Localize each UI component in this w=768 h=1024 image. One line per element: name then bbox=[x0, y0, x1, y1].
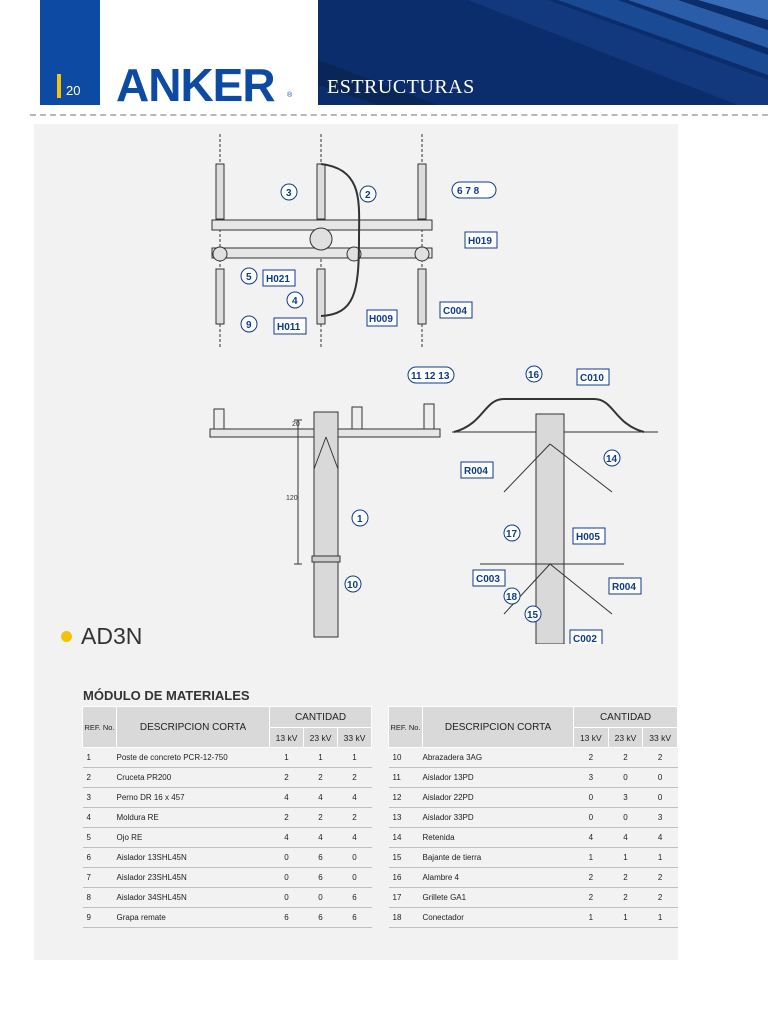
label-4: 4 bbox=[292, 296, 298, 307]
cell-desc: Abrazadera 3AG bbox=[423, 748, 574, 768]
label-2: 2 bbox=[365, 190, 371, 201]
model-name: AD3N bbox=[81, 623, 143, 649]
label-14: 14 bbox=[606, 454, 618, 465]
cell-ref: 7 bbox=[83, 868, 117, 888]
cell-13kv: 2 bbox=[574, 888, 609, 908]
table-row bbox=[389, 888, 678, 908]
cell-13kv: 4 bbox=[270, 828, 304, 848]
dim-20: 20 bbox=[292, 421, 300, 428]
page-number: 20 bbox=[66, 83, 81, 98]
cell-33kv: 2 bbox=[338, 768, 372, 788]
cell-13kv: 0 bbox=[270, 868, 304, 888]
cell-23kv: 0 bbox=[608, 808, 643, 828]
cell-33kv: 4 bbox=[338, 788, 372, 808]
table-row bbox=[83, 748, 372, 768]
cell-23kv: 6 bbox=[304, 848, 338, 868]
col-desc: DESCRIPCION CORTA bbox=[117, 707, 270, 748]
materials-table-left bbox=[82, 706, 372, 928]
brand-logo: ANKER bbox=[116, 59, 275, 111]
cell-desc: Grillete GA1 bbox=[423, 888, 574, 908]
cell-ref: 10 bbox=[389, 748, 423, 768]
table-row bbox=[389, 748, 678, 768]
col-ref: REF. No. bbox=[83, 707, 117, 748]
cell-23kv: 6 bbox=[304, 908, 338, 928]
cell-13kv: 4 bbox=[574, 828, 609, 848]
cell-desc: Alambre 4 bbox=[423, 868, 574, 888]
cell-ref: 14 bbox=[389, 828, 423, 848]
label-5: 5 bbox=[246, 272, 252, 283]
cell-desc: Aislador 22PD bbox=[423, 788, 574, 808]
col-23kv: 23 kV bbox=[608, 728, 643, 748]
cell-23kv: 2 bbox=[304, 768, 338, 788]
cell-desc: Moldura RE bbox=[117, 808, 270, 828]
table-row bbox=[83, 888, 372, 908]
cell-13kv: 1 bbox=[270, 748, 304, 768]
cell-ref: 8 bbox=[83, 888, 117, 908]
cell-ref: 16 bbox=[389, 868, 423, 888]
cell-13kv: 2 bbox=[574, 868, 609, 888]
col-qty: CANTIDAD bbox=[574, 707, 678, 728]
cell-desc: Aislador 13PD bbox=[423, 768, 574, 788]
col-qty: CANTIDAD bbox=[270, 707, 372, 728]
cell-desc: Cruceta PR200 bbox=[117, 768, 270, 788]
cell-ref: 6 bbox=[83, 848, 117, 868]
label-6-7-8: 6 7 8 bbox=[457, 186, 480, 197]
cell-13kv: 0 bbox=[270, 888, 304, 908]
col-33kv: 33 kV bbox=[338, 728, 372, 748]
label-18: 18 bbox=[506, 592, 518, 603]
side-view bbox=[452, 399, 658, 644]
cell-ref: 4 bbox=[83, 808, 117, 828]
cell-ref: 11 bbox=[389, 768, 423, 788]
cell-desc: Ojo RE bbox=[117, 828, 270, 848]
cell-13kv: 1 bbox=[574, 908, 609, 928]
cell-ref: 9 bbox=[83, 908, 117, 928]
cell-13kv: 0 bbox=[270, 848, 304, 868]
cell-33kv: 0 bbox=[643, 768, 678, 788]
label-h021: H021 bbox=[266, 274, 290, 285]
cell-13kv: 2 bbox=[270, 768, 304, 788]
table-row bbox=[389, 848, 678, 868]
section-title: ESTRUCTURAS bbox=[327, 76, 475, 98]
label-c010: C010 bbox=[580, 373, 604, 384]
cell-33kv: 2 bbox=[643, 868, 678, 888]
label-1: 1 bbox=[357, 514, 363, 525]
cell-ref: 1 bbox=[83, 748, 117, 768]
label-r004-lower: R004 bbox=[612, 582, 636, 593]
cell-23kv: 0 bbox=[608, 768, 643, 788]
cell-desc: Retenida bbox=[423, 828, 574, 848]
cell-33kv: 6 bbox=[338, 908, 372, 928]
cell-13kv: 2 bbox=[270, 808, 304, 828]
cell-23kv: 4 bbox=[608, 828, 643, 848]
cell-desc: Perno DR 16 x 457 bbox=[117, 788, 270, 808]
cell-desc: Aislador 13SHL45N bbox=[117, 848, 270, 868]
cell-23kv: 2 bbox=[608, 888, 643, 908]
label-9: 9 bbox=[246, 320, 252, 331]
cell-23kv: 0 bbox=[304, 888, 338, 908]
cell-ref: 5 bbox=[83, 828, 117, 848]
label-h011: H011 bbox=[277, 322, 301, 333]
page-header bbox=[0, 0, 768, 111]
cell-23kv: 2 bbox=[304, 808, 338, 828]
label-17: 17 bbox=[506, 529, 518, 540]
cell-ref: 15 bbox=[389, 848, 423, 868]
cell-desc: Aislador 33PD bbox=[423, 808, 574, 828]
label-c002: C002 bbox=[573, 634, 597, 644]
cell-desc: Aislador 23SHL45N bbox=[117, 868, 270, 888]
cell-33kv: 3 bbox=[643, 808, 678, 828]
cell-33kv: 0 bbox=[338, 868, 372, 888]
cell-ref: 12 bbox=[389, 788, 423, 808]
page-number-accent bbox=[57, 74, 61, 98]
cell-ref: 17 bbox=[389, 888, 423, 908]
cell-13kv: 1 bbox=[574, 848, 609, 868]
label-15: 15 bbox=[527, 610, 539, 621]
label-10: 10 bbox=[347, 580, 359, 591]
cell-13kv: 6 bbox=[270, 908, 304, 928]
cell-23kv: 4 bbox=[304, 788, 338, 808]
cell-23kv: 1 bbox=[608, 848, 643, 868]
cell-desc: Bajante de tierra bbox=[423, 848, 574, 868]
cell-33kv: 2 bbox=[338, 808, 372, 828]
cell-13kv: 3 bbox=[574, 768, 609, 788]
cell-23kv: 1 bbox=[304, 748, 338, 768]
label-c003: C003 bbox=[476, 574, 500, 585]
cell-23kv: 6 bbox=[304, 868, 338, 888]
col-23kv: 23 kV bbox=[304, 728, 338, 748]
cell-desc: Grapa remate bbox=[117, 908, 270, 928]
cell-ref: 3 bbox=[83, 788, 117, 808]
table-row bbox=[389, 908, 678, 928]
table-row bbox=[389, 768, 678, 788]
label-r004-upper: R004 bbox=[464, 466, 488, 477]
label-16: 16 bbox=[528, 370, 540, 381]
cell-23kv: 4 bbox=[304, 828, 338, 848]
brand-registered-mark: ® bbox=[287, 92, 293, 99]
cell-desc: Conectador bbox=[423, 908, 574, 928]
cell-33kv: 0 bbox=[643, 788, 678, 808]
cell-33kv: 6 bbox=[338, 888, 372, 908]
cell-desc: Poste de concreto PCR-12-750 bbox=[117, 748, 270, 768]
table-row bbox=[83, 788, 372, 808]
col-33kv: 33 kV bbox=[643, 728, 678, 748]
cell-ref: 2 bbox=[83, 768, 117, 788]
cell-13kv: 0 bbox=[574, 808, 609, 828]
cell-23kv: 1 bbox=[608, 908, 643, 928]
table-row bbox=[389, 788, 678, 808]
cell-23kv: 2 bbox=[608, 868, 643, 888]
label-h019: H019 bbox=[468, 236, 492, 247]
cell-33kv: 1 bbox=[643, 848, 678, 868]
table-row bbox=[83, 808, 372, 828]
table-row bbox=[83, 828, 372, 848]
header-divider bbox=[30, 114, 768, 116]
cell-ref: 13 bbox=[389, 808, 423, 828]
label-c004: C004 bbox=[443, 306, 467, 317]
materials-table-right bbox=[388, 706, 678, 928]
structure-drawing bbox=[34, 124, 678, 644]
cell-13kv: 2 bbox=[574, 748, 609, 768]
label-h005: H005 bbox=[576, 532, 600, 543]
table-row bbox=[83, 908, 372, 928]
cell-33kv: 2 bbox=[643, 748, 678, 768]
col-desc: DESCRIPCION CORTA bbox=[423, 707, 574, 748]
module-title: MÓDULO DE MATERIALES bbox=[83, 688, 250, 703]
front-view bbox=[210, 404, 440, 637]
cell-33kv: 4 bbox=[643, 828, 678, 848]
label-11-12-13: 11 12 13 bbox=[411, 371, 450, 382]
cell-33kv: 2 bbox=[643, 888, 678, 908]
col-13kv: 13 kV bbox=[270, 728, 304, 748]
label-h009: H009 bbox=[369, 314, 393, 325]
model-bullet bbox=[61, 631, 72, 642]
table-row bbox=[389, 868, 678, 888]
table-row bbox=[83, 868, 372, 888]
cell-ref: 18 bbox=[389, 908, 423, 928]
cell-23kv: 2 bbox=[608, 748, 643, 768]
dim-120: 120 bbox=[286, 495, 298, 502]
cell-33kv: 4 bbox=[338, 828, 372, 848]
label-3: 3 bbox=[286, 188, 292, 199]
cell-13kv: 4 bbox=[270, 788, 304, 808]
cell-33kv: 1 bbox=[643, 908, 678, 928]
cell-23kv: 3 bbox=[608, 788, 643, 808]
col-ref: REF. No. bbox=[389, 707, 423, 748]
table-row bbox=[83, 768, 372, 788]
cell-desc: Aislador 34SHL45N bbox=[117, 888, 270, 908]
cell-33kv: 0 bbox=[338, 848, 372, 868]
col-13kv: 13 kV bbox=[574, 728, 609, 748]
front-view-labels bbox=[345, 367, 454, 592]
table-row bbox=[389, 808, 678, 828]
cell-13kv: 0 bbox=[574, 788, 609, 808]
table-row bbox=[83, 848, 372, 868]
table-row bbox=[389, 828, 678, 848]
cell-33kv: 1 bbox=[338, 748, 372, 768]
